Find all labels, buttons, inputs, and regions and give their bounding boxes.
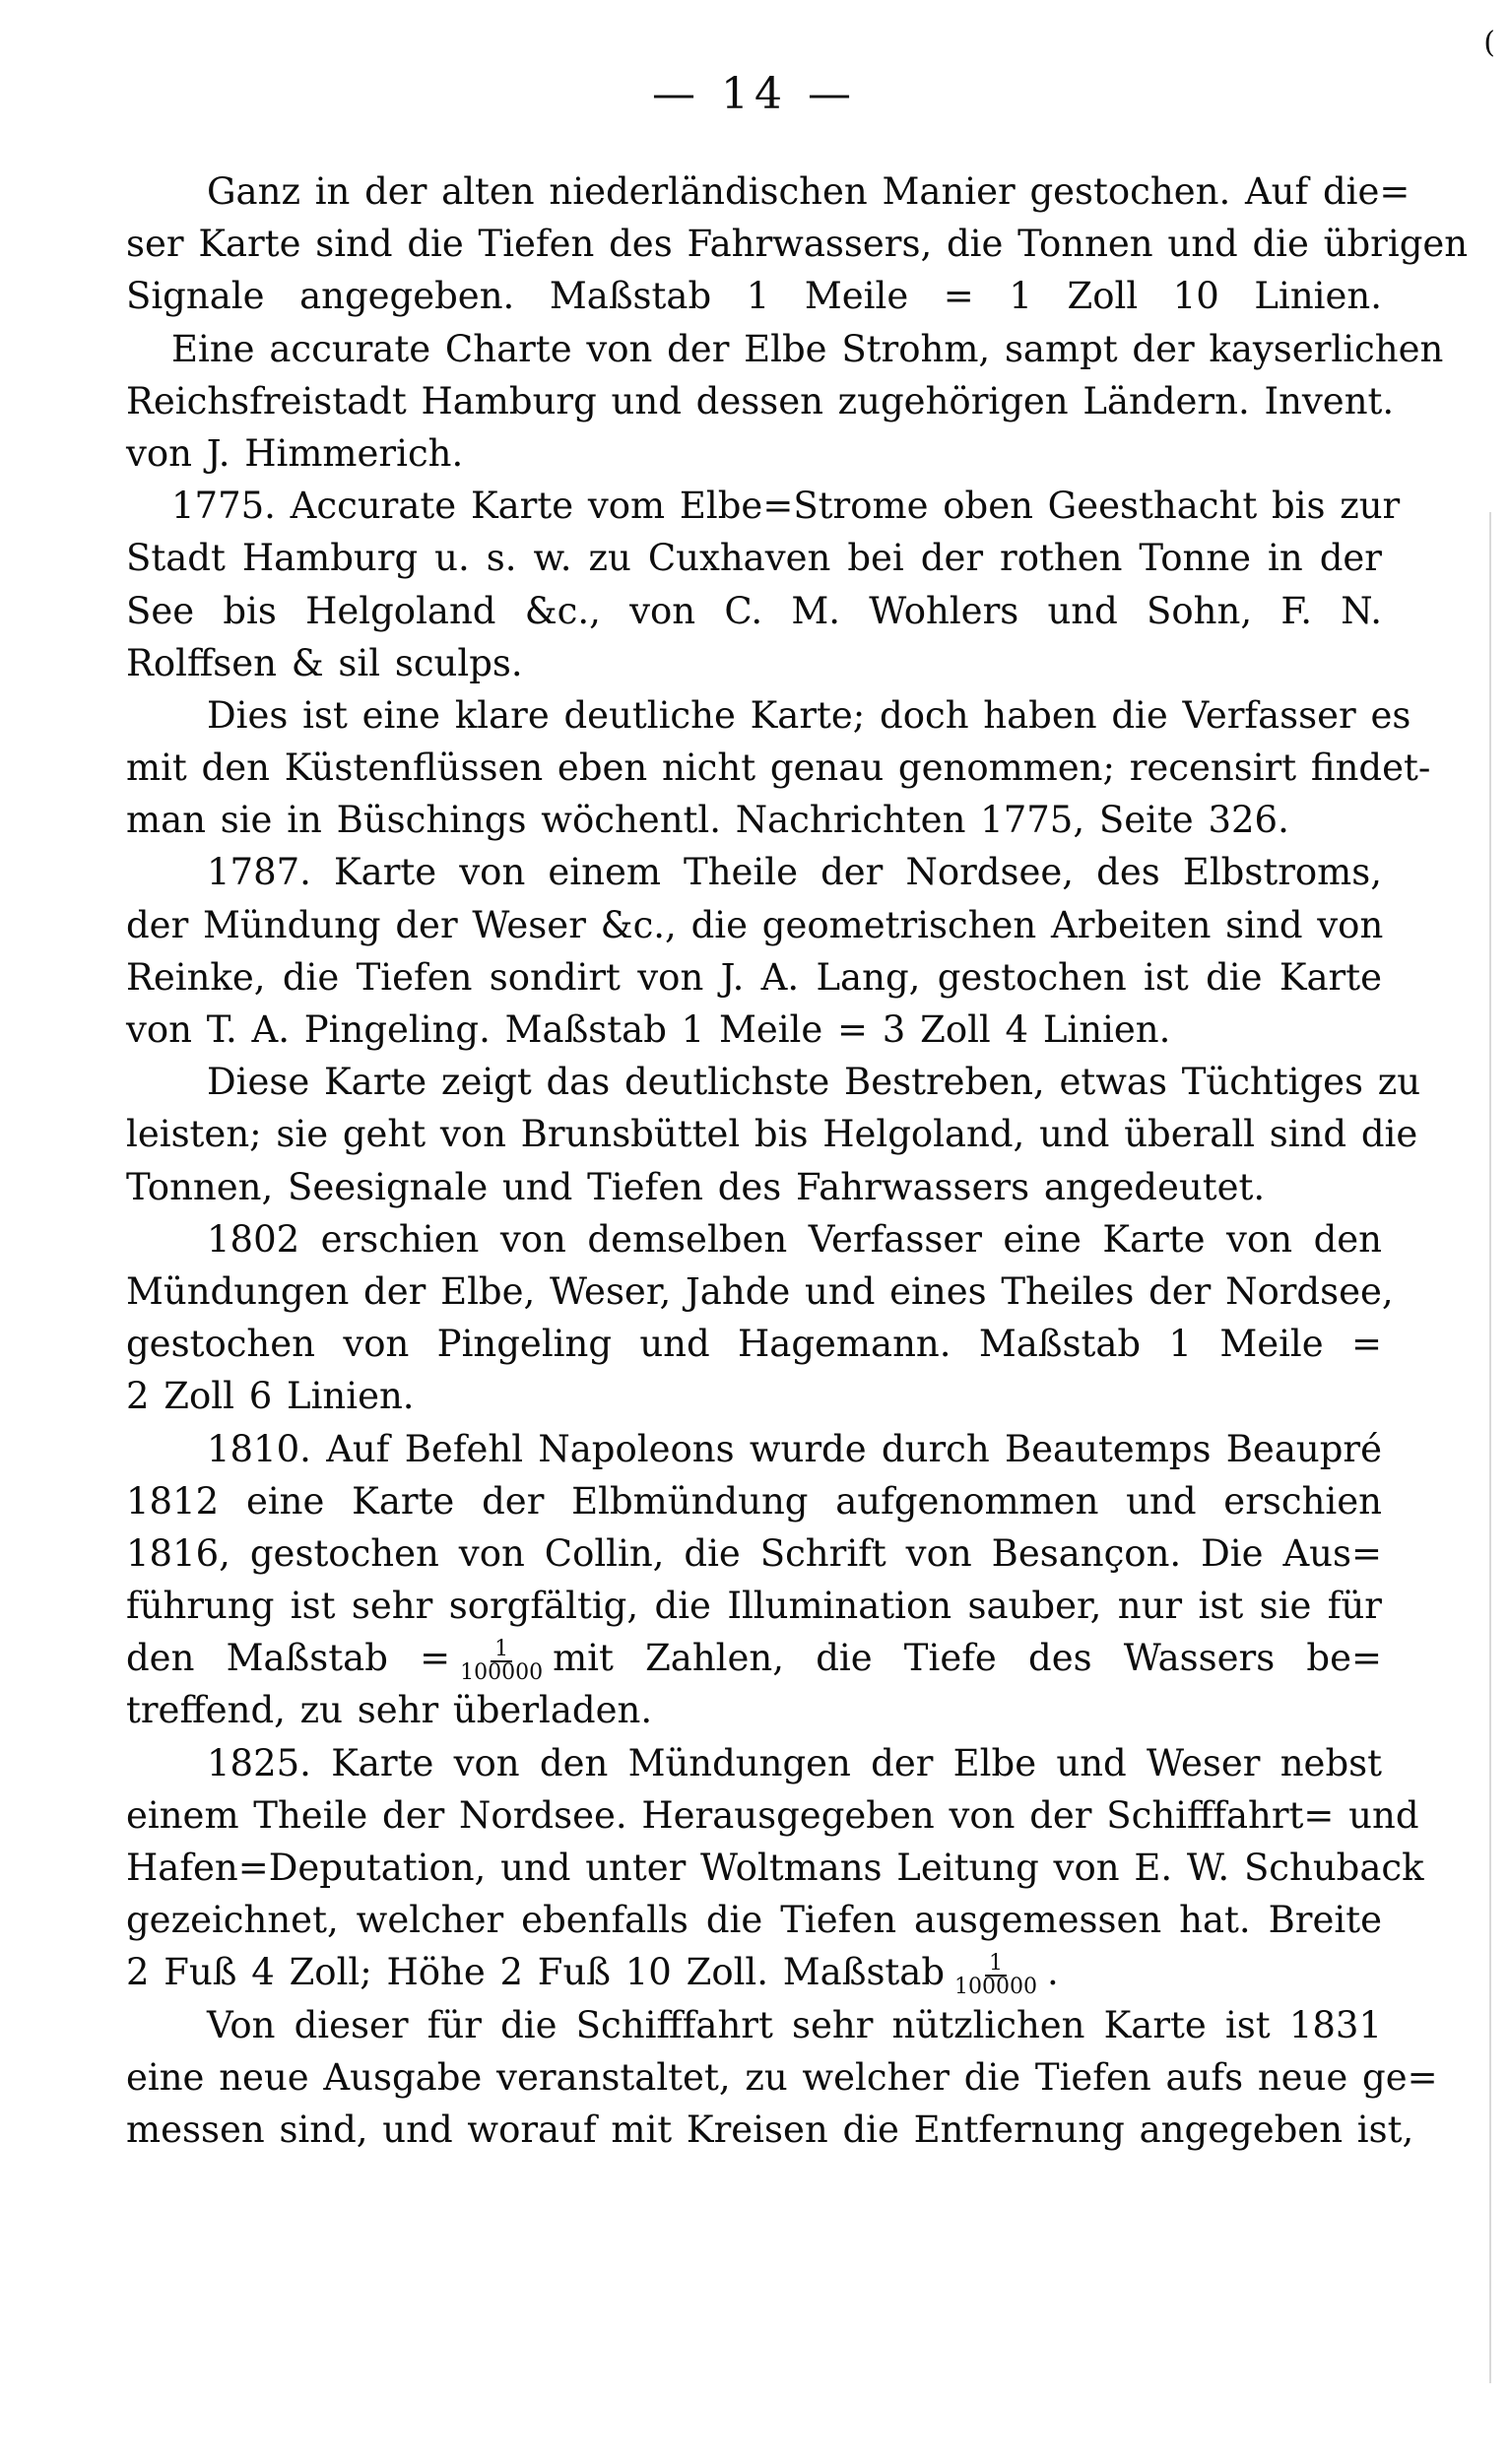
text-line: der Mündung der Weser &c., die geometrischen Arbeiten sind von [126,903,1384,946]
text-line: Von dieser für die Schifffahrt sehr nützlichen Karte ist 1831 [207,2003,1382,2046]
text-line: See bis Helgoland &c., von C. M. Wohlers und Sohn, F. N. [126,589,1382,632]
text-line [126,1632,1382,1684]
scale-fraction [951,1950,1041,1999]
text-line [126,1946,1382,1998]
text-line: gestochen von Pingeling und Hagemann. Maßstab 1 Meile = [126,1323,1382,1366]
text-line: man sie in Büschings wöchentl. Nachrichten 1775, Seite 326. [126,799,1289,842]
text-line: Mündungen der Elbe, Weser, Jahde und eines Theiles der Nordsee, [126,1269,1394,1313]
text-line: Signale angegeben. Maßstab 1 Meile = 1 Zoll 10 Linien. [126,275,1382,318]
text-line: von T. A. Pingeling. Maßstab 1 Meile = 3 Zoll 4 Linien. [126,1008,1171,1051]
text-line: führung ist sehr sorgfältig, die Illumination sauber, nur ist sie für [126,1585,1382,1628]
text-line: Tonnen, Seesignale und Tiefen des Fahrwassers angedeutet. [126,1165,1266,1208]
fraction-numerator: 1 [491,1639,512,1662]
text-line: eine neue Ausgabe veranstaltet, zu welcher die Tiefen aufs neue ge= [126,2055,1438,2099]
text-line: 1825. Karte von den Mündungen der Elbe und Weser nebst [207,1741,1382,1784]
fraction-denominator: 100000 [460,1659,544,1685]
text-line: einem Theile der Nordsee. Herausgegeben von der Schifffahrt= und [126,1793,1419,1837]
text-line: Hafen=Deputation, und unter Woltmans Leitung von E. W. Schuback [126,1847,1424,1889]
text-line: Reichsfreistadt Hamburg und dessen zugehörigen Ländern. Invent. [126,379,1395,422]
text-line: Rolffsen & sil sculps. [126,641,523,684]
text-line: von J. Himmerich. [126,431,464,475]
text-line: Stadt Hamburg u. s. w. zu Cuxhaven bei der rothen Tonne in der [126,537,1382,580]
body-text [126,165,1469,2156]
fraction-denominator: 100000 [954,1974,1038,1999]
fraction-numerator: 1 [985,1953,1007,1977]
page-edge-mark: ( [1483,26,1495,60]
text-segment: . [1047,1951,1059,1994]
text-line: gezeichnet, welcher ebenfalls die Tiefen ausgemessen hat. Breite [126,1899,1382,1942]
text-line: Dies ist eine klare deutliche Karte; doch haben die Verfasser es [207,693,1411,737]
text-line: Reinke, die Tiefen sondirt von J. A. Lang, gestochen ist die Karte [126,955,1382,999]
text-line: ser Karte sind die Tiefen des Fahrwassers, die Tonnen und die übrigen [126,223,1469,266]
text-line: Ganz in der alten niederländischen Manier gestochen. Auf die= [207,170,1411,213]
text-line: treffend, zu sehr überladen. [126,1689,653,1732]
text-line: leisten; sie geht von Brunsbüttel bis Helgoland, und überall sind die [126,1113,1418,1156]
text-line: 1787. Karte von einem Theile der Nordsee, des Elbstroms, [207,851,1382,894]
text-line: 1810. Auf Befehl Napoleons wurde durch Beautemps Beaupré [207,1427,1382,1470]
text-line: 1812 eine Karte der Elbmündung aufgenommen und erschien [126,1479,1382,1523]
text-line: Diese Karte zeigt das deutlichste Bestreben, etwas Tüchtiges zu [207,1061,1421,1104]
text-line: 1775. Accurate Karte vom Elbe=Strome oben Geesthacht bis zur [171,485,1401,528]
text-line: 1802 erschien von demselben Verfasser eine Karte von den [207,1217,1382,1261]
page-number: — 14 — [652,69,857,119]
text-line: 2 Zoll 6 Linien. [126,1375,415,1418]
text-line: messen sind, und worauf mit Kreisen die Entfernung angegeben ist, [126,2107,1414,2151]
text-line: Eine accurate Charte von der Elbe Strohm, sampt der kayserlichen [171,327,1444,370]
text-segment: mit Zahlen, die Tiefe des Wassers be= [553,1637,1382,1680]
text-line: 1816, gestochen von Collin, die Schrift von Besançon. Die Aus= [126,1531,1382,1575]
page-edge-shadow [1489,512,1491,2383]
text-segment: 2 Fuß 4 Zoll; Höhe 2 Fuß 10 Zoll. Maßstab [126,1951,946,1994]
text-line: mit den Küstenflüssen eben nicht genau genommen; recensirt findet- [126,746,1431,790]
text-segment: den Maßstab = [126,1637,451,1680]
scale-fraction [456,1636,547,1685]
